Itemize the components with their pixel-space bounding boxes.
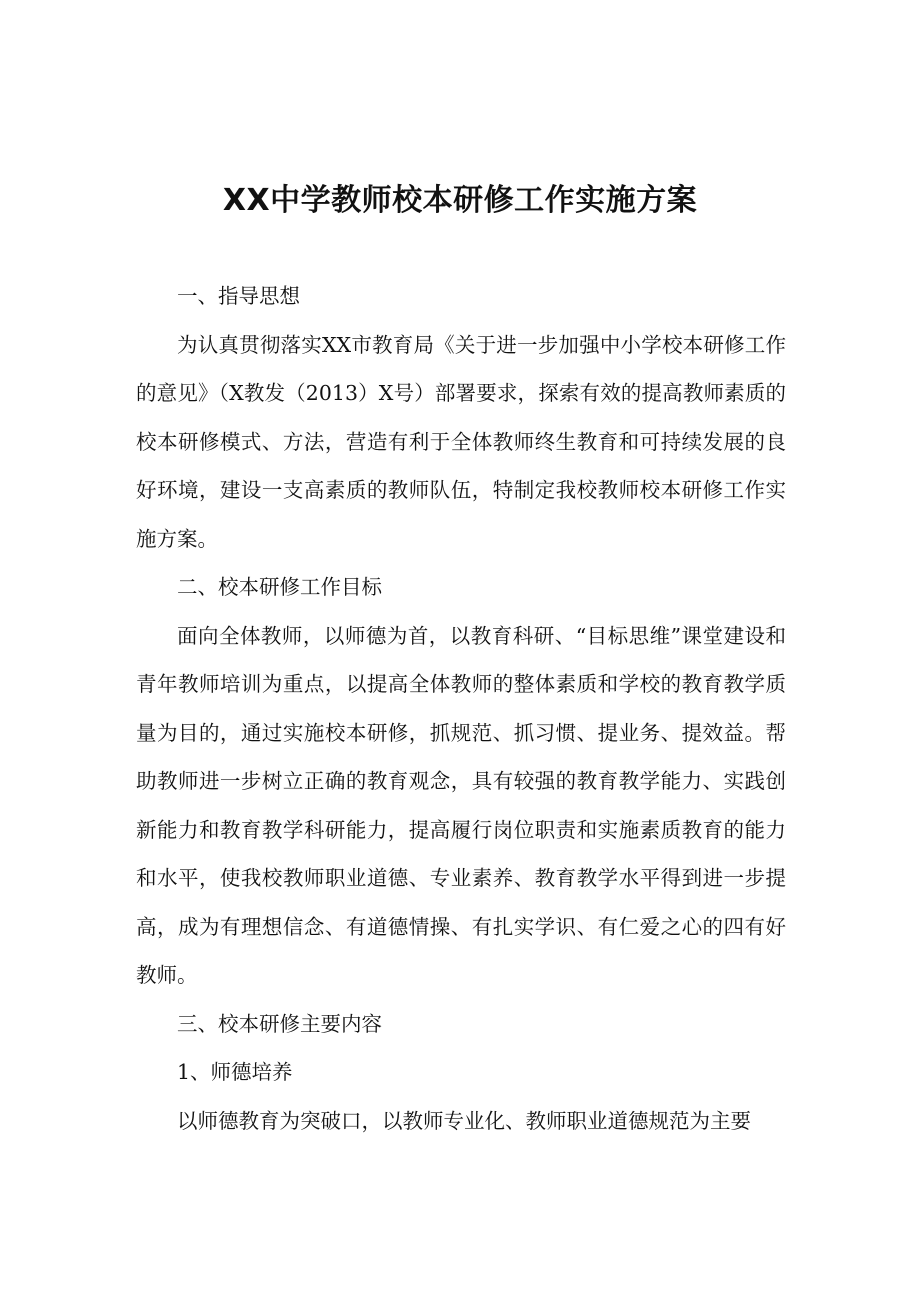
paragraph-work-goals: 面向全体教师，以师德为首，以教育科研、“目标思维”课堂建设和青年教师培训为重点，以提高全体教师的整体素质和学校的教育教学质量为目的，通过实施校本研修，抓规范、抓习惯、提业务、提效益。帮助教师进一步树立正确的教育观念，具有较强的教育教学能力、实践创新能力和教育教学科研能力，提高履行岗位职责和实施素质教育的能力和水平，使我校教师职业道德、专业素养、教育教学水平得到进一步提高，成为有理想信念、有道德情操、有扎实学识、有仁爱之心的四有好教师。 — [136, 623, 786, 987]
paragraph-guiding-ideology: 为认真贯彻落实XX市教育局《关于进一步加强中小学校本研修工作的意见》（X教发（2013）X号）部署要求，探索有效的提高教师素质的校本研修模式、方法，营造有利于全体教师终生教育和可持续发展的良好环境，建设一支高素质的教师队伍，特制定我校教师校本研修工作实施方案。 — [136, 332, 786, 551]
section-heading-work-goals: 二、校本研修工作目标 — [177, 575, 382, 599]
section-heading-guiding-ideology: 一、指导思想 — [177, 284, 300, 308]
section-heading-main-content: 三、校本研修主要内容 — [177, 1011, 382, 1036]
subsection-heading-ethics-training: 1、师德培养 — [177, 1060, 293, 1084]
document-title: XX中学教师校本研修工作实施方案 — [222, 183, 698, 218]
document-body — [136, 272, 786, 1145]
paragraph-ethics-training: 以师德教育为突破口，以教师专业化、教师职业道德规范为主要 — [177, 1108, 751, 1133]
